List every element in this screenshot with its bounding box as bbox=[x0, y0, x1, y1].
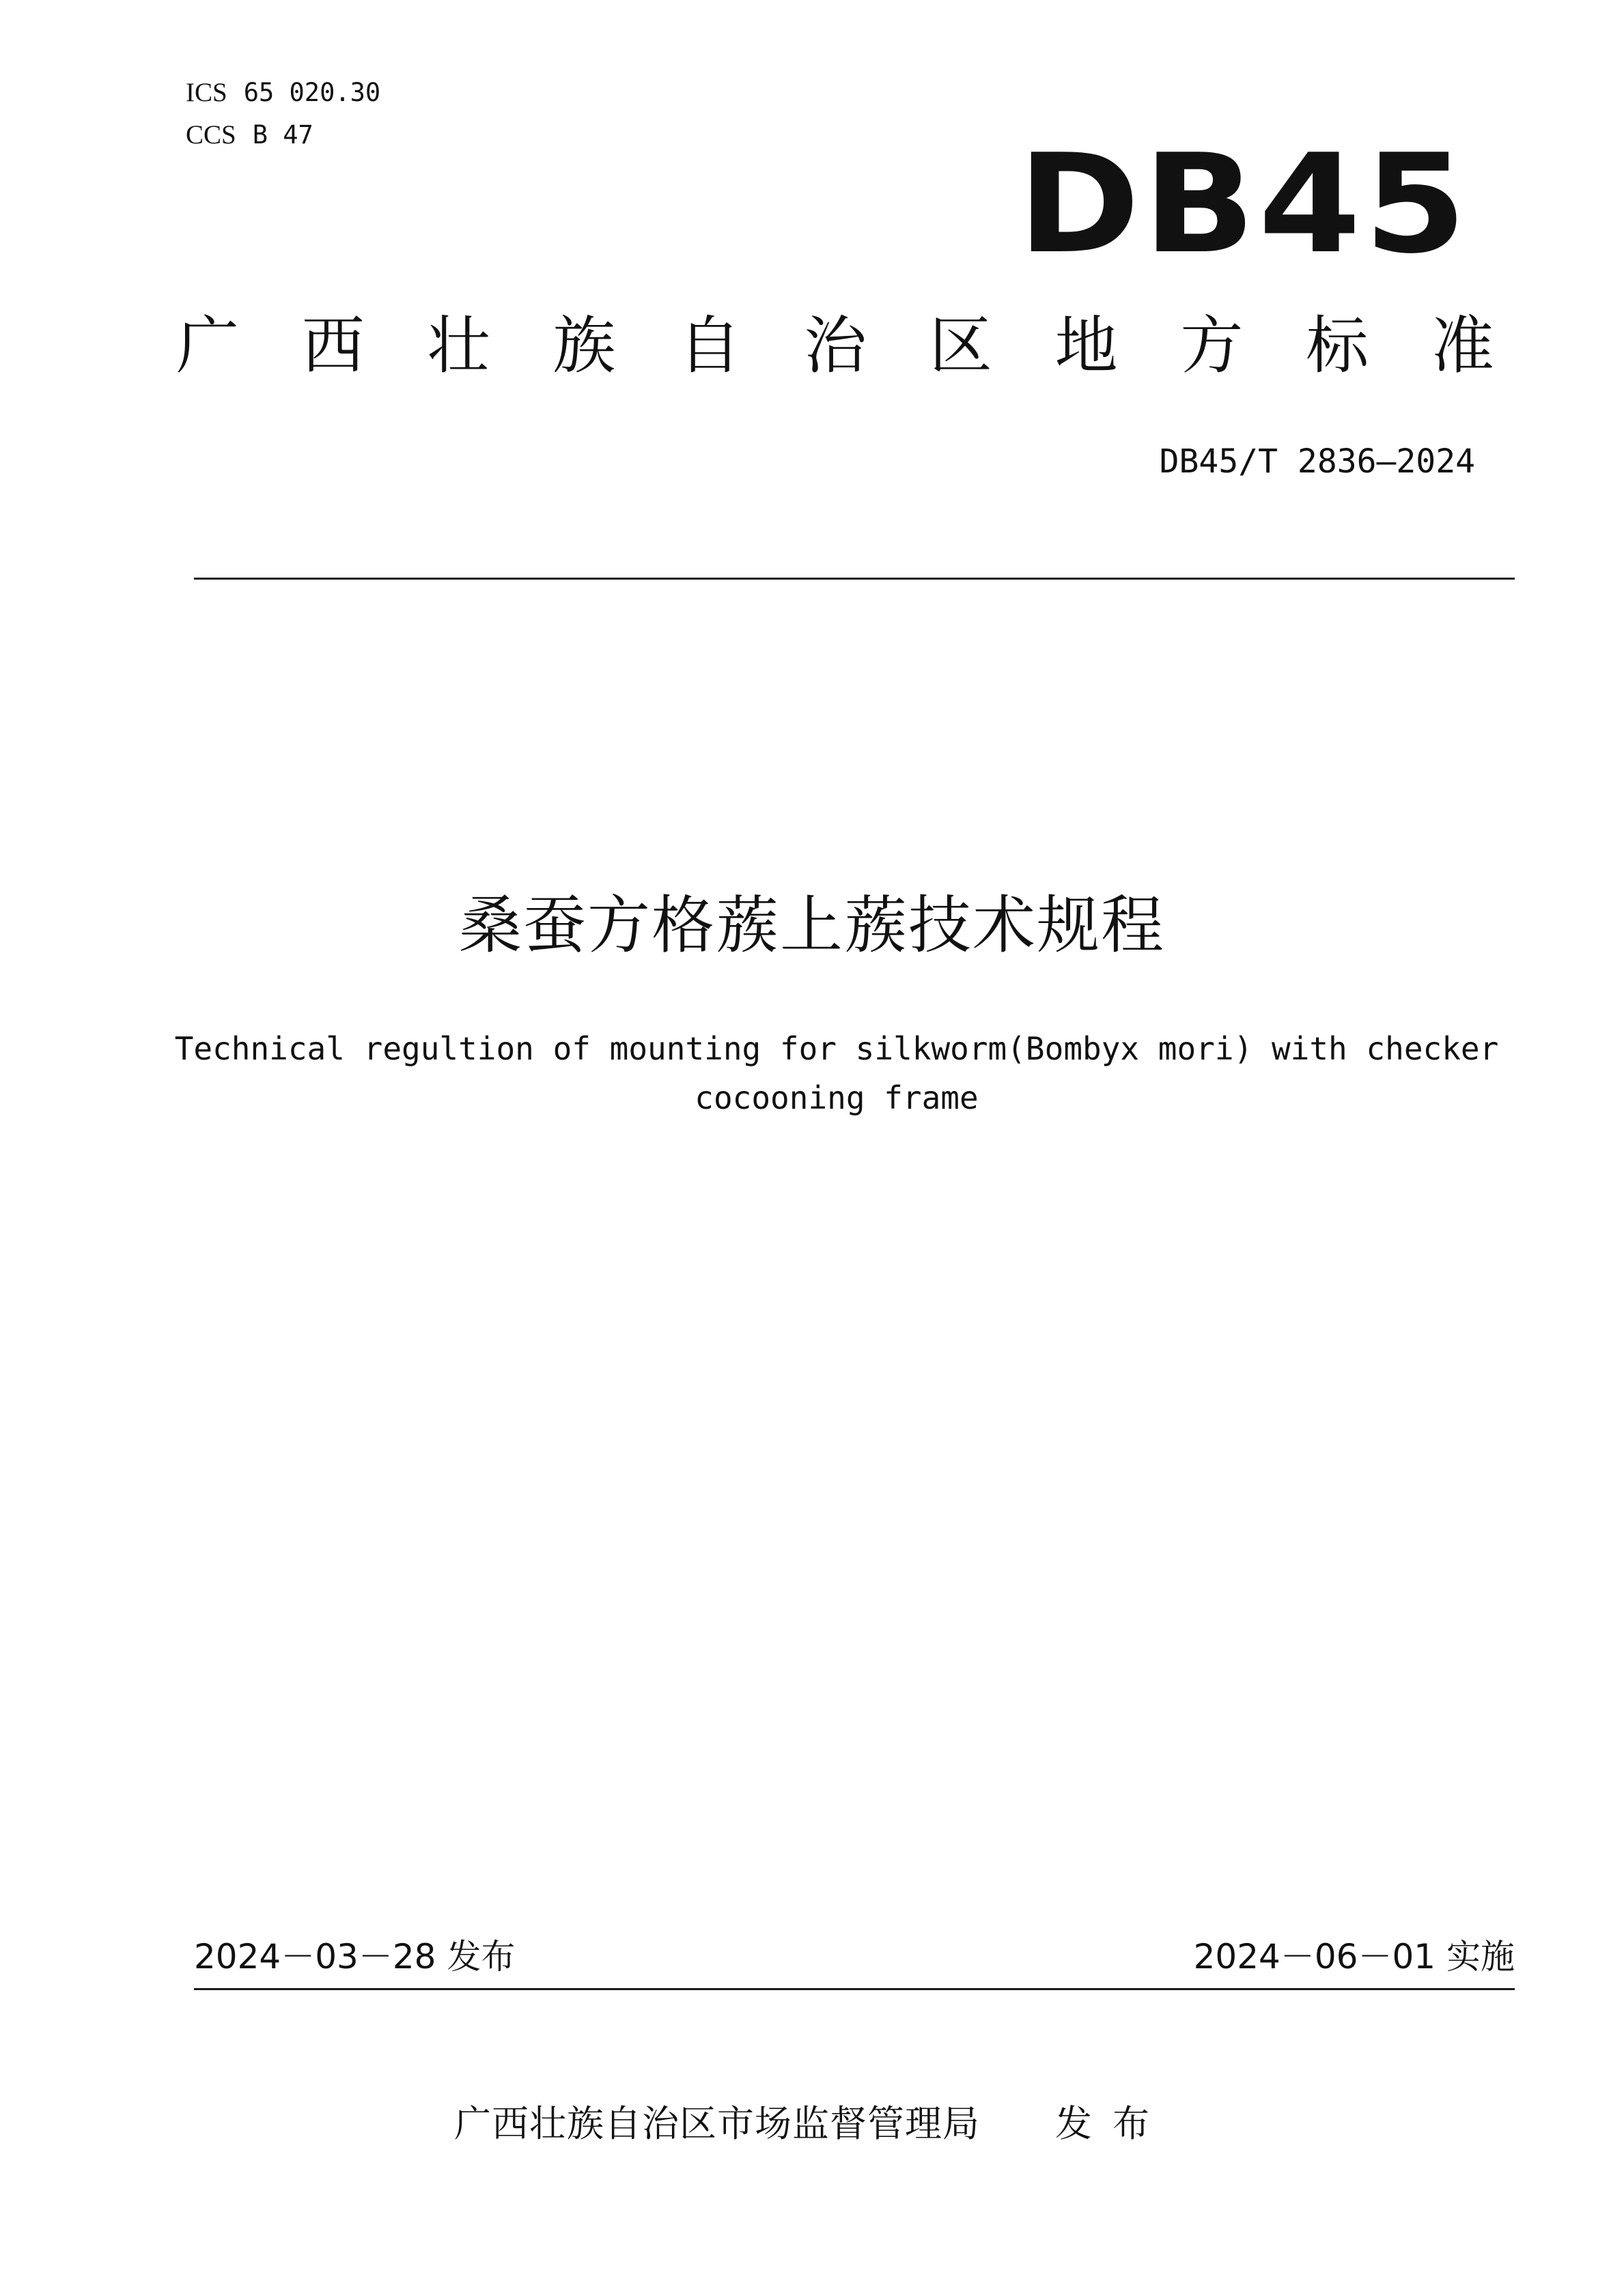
publish-date: 2024－03－28 发布 bbox=[194, 1937, 516, 1976]
standard-type-char: 广 bbox=[176, 309, 240, 382]
standard-type-char: 准 bbox=[1431, 309, 1494, 382]
standard-type-heading bbox=[176, 309, 1494, 384]
ics-code bbox=[186, 76, 380, 109]
standard-type-char: 西 bbox=[301, 309, 365, 382]
issuer-action: 发布 bbox=[1055, 2102, 1170, 2145]
db45-logo: DB45 bbox=[1018, 125, 1470, 284]
standard-type-char: 地 bbox=[1054, 309, 1118, 382]
standard-number: DB45/T 2836—2024 bbox=[1159, 442, 1475, 481]
issuer-line bbox=[0, 2100, 1624, 2148]
ccs-label: CCS bbox=[186, 120, 236, 150]
standard-type-char: 标 bbox=[1306, 309, 1369, 382]
issuer-name: 广西壮族自治区市场监督管理局 bbox=[454, 2102, 980, 2145]
date-divider bbox=[194, 1988, 1515, 1990]
standard-type-char: 族 bbox=[552, 309, 616, 382]
standard-type-char: 治 bbox=[803, 309, 867, 382]
english-title bbox=[157, 1024, 1516, 1122]
standard-type-char: 自 bbox=[678, 309, 742, 382]
ccs-value: B 47 bbox=[252, 120, 313, 150]
header-divider bbox=[194, 578, 1515, 580]
standard-type-char: 区 bbox=[929, 309, 992, 382]
implementation-date: 2024－06－01 实施 bbox=[1193, 1937, 1515, 1976]
ccs-code bbox=[186, 119, 313, 152]
standard-type-char: 壮 bbox=[427, 309, 490, 382]
english-title-line: cocooning frame bbox=[695, 1079, 979, 1116]
standard-type-char: 方 bbox=[1180, 309, 1244, 382]
ics-label: ICS bbox=[186, 78, 227, 107]
ics-value: 65 020.30 bbox=[243, 78, 381, 107]
english-title-line: Technical regultion of mounting for silkworm(Bombyx mori) with checker bbox=[174, 1030, 1499, 1067]
chinese-title: 桑蚕方格蔟上蔟技术规程 bbox=[458, 889, 1165, 962]
